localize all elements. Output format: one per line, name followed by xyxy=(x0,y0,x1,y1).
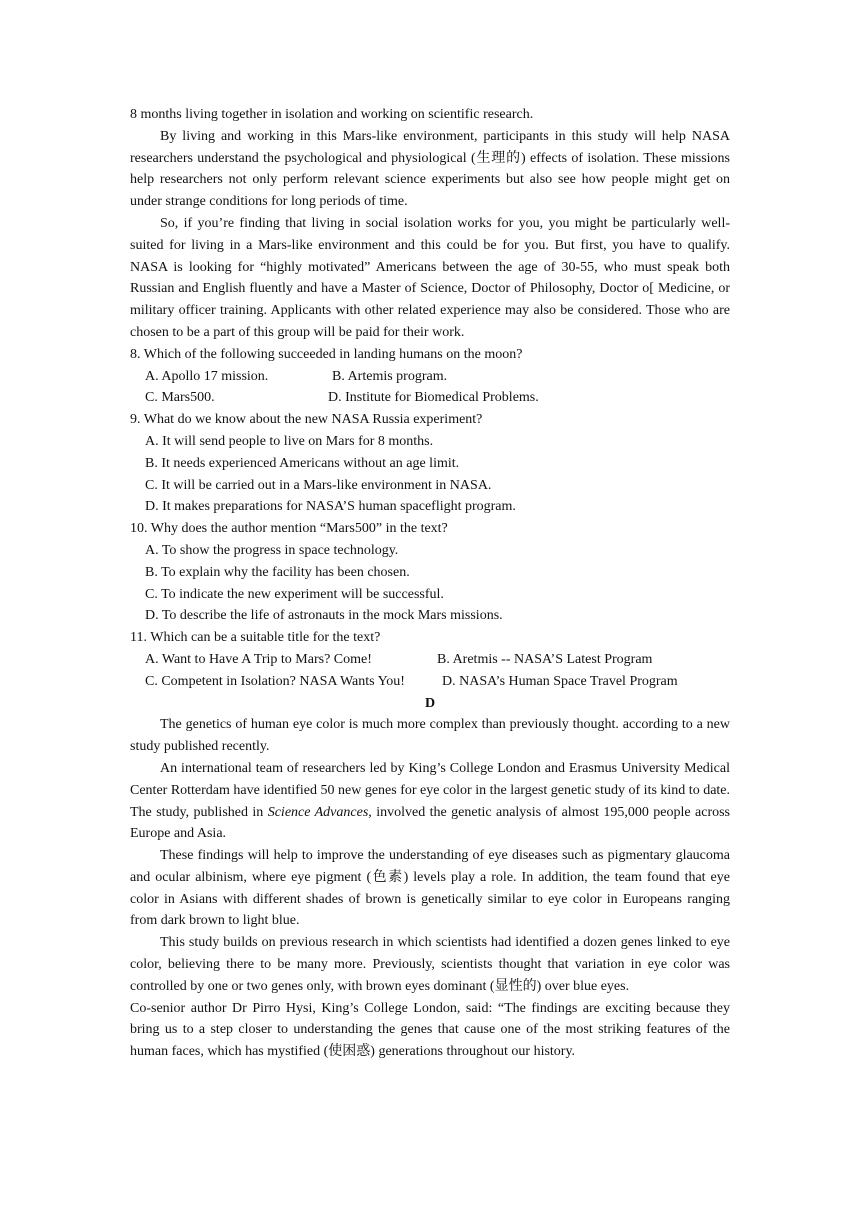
question-8-options-row-1 xyxy=(130,366,730,388)
question-11-options-row-2 xyxy=(130,671,730,693)
option-8d: D. Institute for Biomedical Problems. xyxy=(328,390,539,406)
passage-d-paragraph-1: The genetics of human eye color is much more complex than previously thought. according to a new study published recently. xyxy=(130,717,730,755)
question-11-options-row-1 xyxy=(130,649,730,671)
question-10 xyxy=(130,518,730,627)
option-9a: A. It will send people to live on Mars for 8 months. xyxy=(145,433,434,449)
passage-c-paragraph-1: 8 months living together in isolation and working on scientific research. xyxy=(130,107,534,122)
option-11c: C. Competent in Isolation? NASA Wants You! xyxy=(145,673,405,689)
passage-d-paragraph-5: Co-senior author Dr Pirro Hysi, King’s College London, said: “The findings are exciting because they bring us to a step closer to understanding the genes that cause one of the most striking features of the human faces, which has mystified (使困惑) generations throughout our history. xyxy=(130,1000,730,1060)
question-11-stem: 11. Which can be a suitable title for the text? xyxy=(130,630,381,646)
option-10c: C. To indicate the new experiment will be successful. xyxy=(145,586,444,602)
option-9b: B. It needs experienced Americans without an age limit. xyxy=(145,455,460,471)
question-8-stem: 8. Which of the following succeeded in landing humans on the moon? xyxy=(130,346,523,362)
option-9d: D. It makes preparations for NASA’S human spaceflight program. xyxy=(145,499,516,515)
option-11d: D. NASA’s Human Space Travel Program xyxy=(442,673,678,689)
passage-d-paragraph-4: This study builds on previous research in which scientists had identified a dozen genes linked to eye color, believing there to be many more. Previously, scientists thought that variation in eye color was controlled by one or two genes only, with brown eyes dominant (显性的) over blue eyes. xyxy=(130,935,730,994)
option-8a: A. Apollo 17 mission. xyxy=(145,368,269,384)
question-8-options-row-2 xyxy=(130,387,730,409)
passage-c-paragraph-3: So, if you’re finding that living in social isolation works for you, you might be particularly well-suited for living in a Mars-like environment and this could be for you. But first, you have to qualify. NASA is looking for “highly motivated” Americans between the age of 30-55, who must speak both Russian and English fluently and have a Master of Science, Doctor of Philosophy, Doctor o[ Medicine, or military officer training. Applicants with other related experience may also be considered. Those who are chosen to be a part of this group will be paid for their work. xyxy=(130,215,730,340)
paragraph-2-text-start: An international team of researchers led by King’s College London and Erasmus University Medical Center Rotterdam have identified 50 new genes for eye color in the largest genetic study of its kind to date. The study, published in xyxy=(130,760,731,820)
option-11a: A. Want to Have A Trip to Mars? Come! xyxy=(145,651,372,667)
question-9 xyxy=(130,409,730,518)
option-10a: A. To show the progress in space technology. xyxy=(145,542,399,558)
paragraph-2-text-end: , involved the genetic analysis of almost 195,000 people across Europe and Asia. xyxy=(130,804,730,842)
question-11 xyxy=(130,627,730,692)
document-page xyxy=(130,104,730,1063)
question-9-stem: 9. What do we know about the new NASA Russia experiment? xyxy=(130,412,483,428)
question-8 xyxy=(130,344,730,409)
journal-title: Science Advances xyxy=(267,804,369,820)
option-11b: B. Aretmis -- NASA’S Latest Program xyxy=(437,651,653,667)
passage-d-paragraph-3: These findings will help to improve the understanding of eye diseases such as pigmentary glaucoma and ocular albinism, where eye pigment (色素) levels play a role. In addition, the team found that eye color in Asians with different shades of brown is genetically similar to eye color in Europeans ranging from dark brown to light blue. xyxy=(130,848,730,929)
option-10b: B. To explain why the facility has been chosen. xyxy=(145,564,410,580)
option-10d: D. To describe the life of astronauts in the mock Mars missions. xyxy=(145,608,503,624)
passage-d-heading: D xyxy=(424,695,436,711)
question-10-stem: 10. Why does the author mention “Mars500” in the text? xyxy=(130,521,448,537)
option-9c: C. It will be carried out in a Mars-like environment in NASA. xyxy=(145,477,492,493)
passage-d-paragraph-2 xyxy=(130,758,730,845)
option-8c: C. Mars500. xyxy=(145,390,215,406)
option-8b: B. Artemis program. xyxy=(332,368,448,384)
passage-c-paragraph-2: By living and working in this Mars-like environment, participants in this study will help NASA researchers understand the psychological and physiological (生理的) effects of isolation. These missions help researchers not only perform relevant science experiments but also see how people might get on under strange conditions for long periods of time. xyxy=(130,128,730,210)
